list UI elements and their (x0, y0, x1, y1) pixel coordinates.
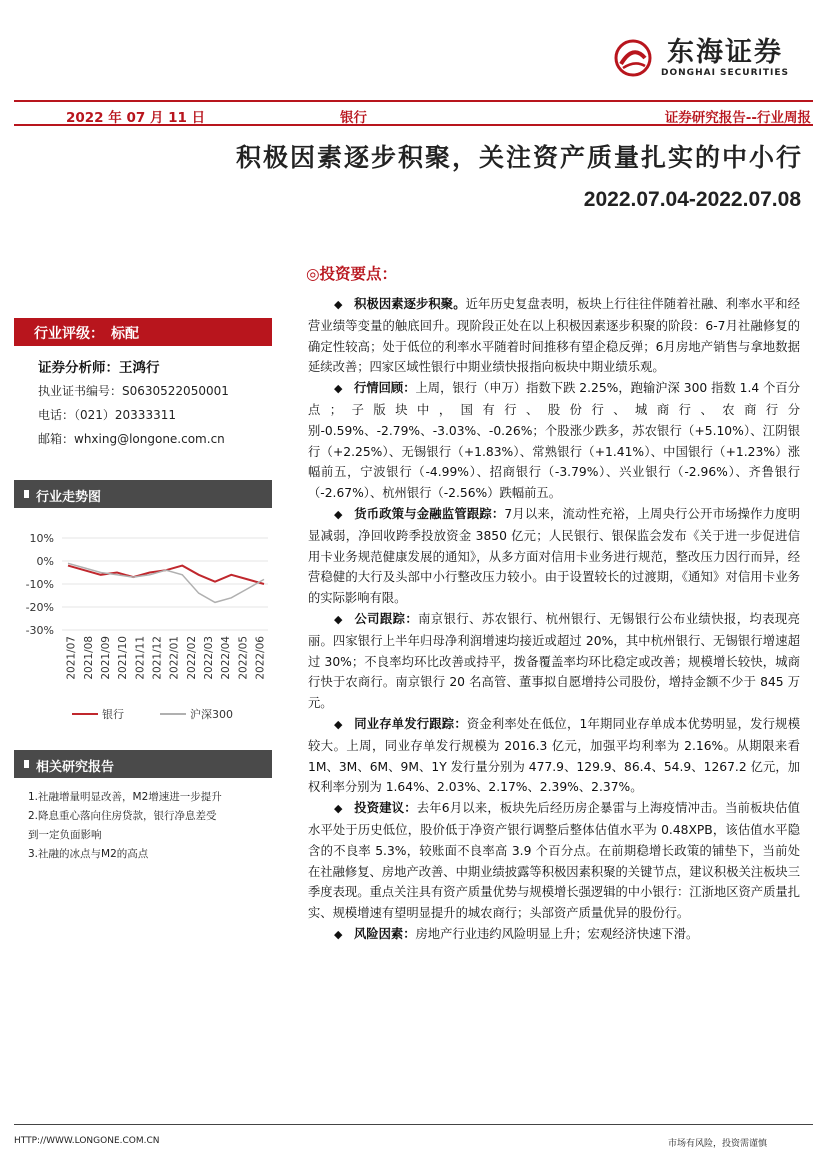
date-range: 2022.07.04-2022.07.08 (583, 188, 801, 211)
footer-divider (14, 1124, 813, 1125)
report-type: 证券研究报告--行业周报 (664, 110, 811, 126)
legend-label: 银行 (102, 708, 124, 721)
diamond-bullet-icon: ◆ (334, 802, 343, 816)
x-tick-label: 2021/11 (134, 636, 147, 680)
x-tick-label: 2022/04 (220, 636, 233, 680)
diamond-bullet-icon: ◆ (334, 612, 343, 626)
cert-number: 执业证书编号：S0630522050001 (38, 384, 229, 398)
x-tick-label: 2022/06 (254, 636, 267, 680)
x-tick-label: 2022/01 (168, 636, 181, 680)
report-header-bar (14, 100, 813, 126)
footer-disclaimer: 市场有风险，投资需谨慎 (667, 1139, 767, 1149)
highlights-title: ◎投资要点： (306, 265, 398, 283)
highlights-body (308, 294, 800, 946)
related-report-item[interactable]: 2.降息重心落向住房贷款，银行净息差受 (28, 810, 217, 822)
diamond-bullet-icon: ◆ (334, 927, 343, 941)
highlight-paragraph: ◆ 投资建议：去年6月以来，板块先后经历房企暴雷与上海疫情冲击。当前板块估值水平处于历史低位，股价低于净资产银行调整后整体估值水平为 0.48XPB，该估值水平隐含的不良率 5.3%，较账面不良率高 3.9 个百分点。在前期稳增长政策的铺垫下，当前处在社融修复、房地产改善、中期业绩披露等积极因素积聚的关键节点，建议积极关注板块三季度表现。重点关注具有资产质量优势与规模增长强逻辑的中小银行：江浙地区资产质量扎实、规模增速有望明显提升的城农商行；头部资产质量优异的股份行。 (308, 801, 800, 921)
diamond-bullet-icon: ◆ (334, 382, 343, 396)
y-tick-label: -30% (25, 624, 54, 637)
x-tick-label: 2021/12 (151, 636, 164, 680)
x-tick-label: 2021/09 (99, 636, 112, 680)
related-report-item[interactable]: 3.社融的冰点与M2的高点 (28, 848, 149, 860)
industry-trend-chart (18, 530, 272, 730)
y-tick-label: -10% (25, 578, 54, 591)
industry-name: 银行 (340, 110, 367, 126)
x-tick-label: 2021/08 (82, 636, 95, 680)
y-tick-label: 10% (29, 532, 54, 545)
related-report-item[interactable]: 1.社融增量明显改善，M2增速进一步提升 (28, 791, 222, 803)
x-tick-label: 2022/02 (185, 636, 198, 680)
diamond-bullet-icon: ◆ (334, 717, 343, 731)
y-tick-label: -20% (25, 601, 54, 614)
logo-mark-icon (613, 38, 653, 78)
industry-rating: 行业评级： 标配 (14, 318, 272, 346)
report-title: 积极因素逐步积聚，关注资产质量扎实的中小行 (235, 143, 803, 172)
footer-url[interactable]: HTTP://WWW.LONGONE.COM.CN (14, 1136, 160, 1146)
x-tick-label: 2022/05 (237, 636, 250, 680)
x-tick-label: 2021/07 (65, 636, 78, 680)
email-address[interactable]: 邮箱：whxing@longone.com.cn (38, 432, 225, 446)
highlight-paragraph: ◆ 积极因素逐步积聚。近年历史复盘表明，板块上行往往伴随着社融、利率水平和经营业绩等变量的触底回升。现阶段正处在以上积极因素逐步积聚的阶段：6-7月社融修复的确定性较高；处于低位的利率水平随着时间推移有望企稳反弹；6月房地产销售与拿地数据延续改善；四家区域性银行中期业绩快报指向板块中期业绩乐观。 (308, 297, 800, 375)
diamond-bullet-icon: ◆ (334, 507, 343, 521)
phone-number: 电话：（021）20333311 (38, 408, 176, 422)
report-date: 2022 年 07 月 11 日 (66, 110, 206, 126)
x-tick-label: 2022/03 (202, 636, 215, 680)
diamond-bullet-icon: ◆ (334, 298, 343, 311)
y-tick-label: 0% (36, 555, 54, 568)
highlight-paragraph: ◆ 同业存单发行跟踪：资金利率处在低位，1年期同业存单成本优势明显，发行规模较大。上周，同业存单发行规模为 2016.3 亿元，加强平均利率为 2.16%。从期限来看 1M、3M、6M、9M、1Y 发行量分别为 477.9、129.9、86.4、54.9、1267.2 亿元，加权利率分别为 1.64%、2.03%、2.17%、2.39%、2.37%。 (308, 716, 800, 795)
analyst-name: 证券分析师：王鸿行 (38, 360, 160, 376)
company-logo (613, 38, 789, 78)
x-tick-label: 2021/10 (117, 636, 130, 680)
legend-label: 沪深300 (190, 708, 233, 721)
logo-en-text: DONGHAI SECURITIES (661, 68, 789, 78)
series-line-银行 (68, 566, 264, 584)
trend-section-header: 行业走势图 (14, 480, 272, 508)
related-reports-list (28, 788, 268, 864)
highlight-paragraph: ◆ 公司跟踪：南京银行、苏农银行、杭州银行、无锡银行公布业绩快报，均表现亮丽。四家银行上半年归母净利润增速均接近或超过 20%，其中杭州银行、无锡银行增速超过 30%；不良率均环比改善或持平，拨备覆盖率均环比稳定或改善；规模增长较快，城商行快于农商行。南京银行 20 名高管、董事拟自愿增持公司股份，增持金额不少于 845 万元。 (308, 611, 800, 711)
highlight-paragraph: ◆ 风险因素：房地产行业违约风险明显上升；宏观经济快速下滑。 (308, 924, 800, 946)
logo-cn-text: 东海证券 (667, 37, 784, 68)
highlight-paragraph: ◆ 行情回顾：上周，银行（申万）指数下跌 2.25%，跑输沪深 300 指数 1.4 个百分点；子版块中，国有行、股份行、城商行、农商行分别-0.59%、-2.79%、-3.03%、-0.26%；个股涨少跌多，苏农银行（+5.10%）、江阴银行（+2.25%）、无锡银行（+1.83%）、常熟银行（+1.41%）、中国银行（+1.23%）涨幅前五，宁波银行（-4.99%）、招商银行（-3.79%）、兴业银行（-2.96%）、齐鲁银行（-2.67%）、杭州银行（-2.56%）跌幅前五。 (308, 381, 800, 501)
related-report-item[interactable]: 到一定负面影响 (28, 829, 102, 841)
highlight-paragraph: ◆ 货币政策与金融监管跟踪：7月以来，流动性充裕，上周央行公开市场操作力度明显减弱，净回收跨季投放资金 3850 亿元；人民银行、银保监会发布《关于进一步促进信用卡业务规范健康发展的通知》，从多方面对信用卡业务进行规范，整改压力因行而异，经营稳健的大行及头部中小行整改压力较小。由于设置较长的过渡期，《通知》对信用卡业务的实际影响有限。 (308, 506, 800, 606)
related-section-header: 相关研究报告 (14, 750, 272, 778)
